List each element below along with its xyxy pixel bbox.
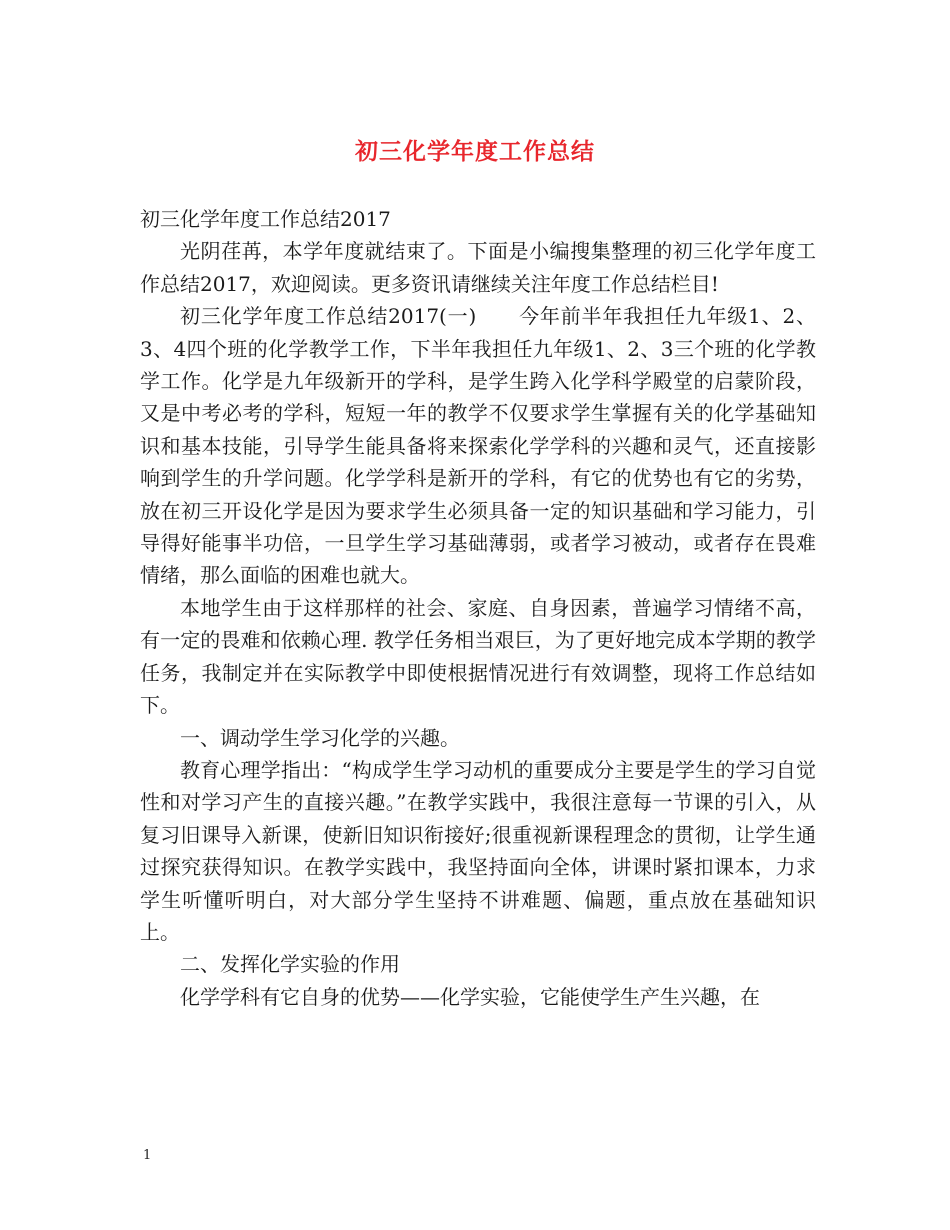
subtitle-line: 初三化学年度工作总结2017 <box>140 207 391 231</box>
document-body <box>140 203 816 1013</box>
paragraph-1 <box>140 300 816 592</box>
section-heading-1: 一、调动学生学习化学的兴趣。 <box>180 725 460 750</box>
paragraph-1-body: 今年前半年我担任九年级1、2、3、4四个班的化学教学工作，下半年我担任九年级1、2、3三个班的化学教学工作。化学是九年级新开的学科，是学生跨入化学科学殿堂的启蒙阶段，又是中考必考的学科，短短一年的教学不仅要求学生掌握有关的化学基础知识和基本技能，引导学生能具备将来探索化学学科的兴趣和灵气，还直接影响到学生的升学问题。化学学科是新开的学科，有它的优势也有它的劣势，放在初三开设化学是因为要求学生必须具备一定的知识基础和学习能力，引导得好能事半功倍，一旦学生学习基础薄弱，或者学习被动，或者存在畏难情绪，那么面临的困难也就大。 <box>140 304 816 588</box>
paragraph-1-lead: 初三化学年度工作总结2017(一) <box>180 304 477 329</box>
paragraph-3: 教育心理学指出：“构成学生学习动机的重要成分主要是学生的学习自觉性和对学习产生的直接兴趣。”在教学实践中，我很注意每一节课的引入，从复习旧课导入新课，使新旧知识衔接好;很重视新课程理念的贯彻，让学生通过探究获得知识。在教学实践中，我坚持面向全体，讲课时紧扣课本，力求学生听懂听明白，对大部分学生坚持不讲难题、偏题，重点放在基础知识上。 <box>140 757 816 944</box>
section-heading-2: 二、发挥化学实验的作用 <box>180 952 400 977</box>
intro-paragraph: 光阴荏苒，本学年度就结束了。下面是小编搜集整理的初三化学年度工作总结2017，欢迎阅读。更多资讯请继续关注年度工作总结栏目! <box>140 239 816 296</box>
paragraph-4: 化学学科有它自身的优势——化学实验，它能使学生产生兴趣，在 <box>180 984 760 1009</box>
page-number: 1 <box>143 1148 152 1163</box>
paragraph-2: 本地学生由于这样那样的社会、家庭、自身因素，普遍学习情绪不高，有一定的畏难和依赖心理. 教学任务相当艰巨，为了更好地完成本学期的教学任务，我制定并在实际教学中即使根据情况进行有效调整，现将工作总结如下。 <box>140 595 816 718</box>
document-title: 初三化学年度工作总结 <box>355 138 595 165</box>
